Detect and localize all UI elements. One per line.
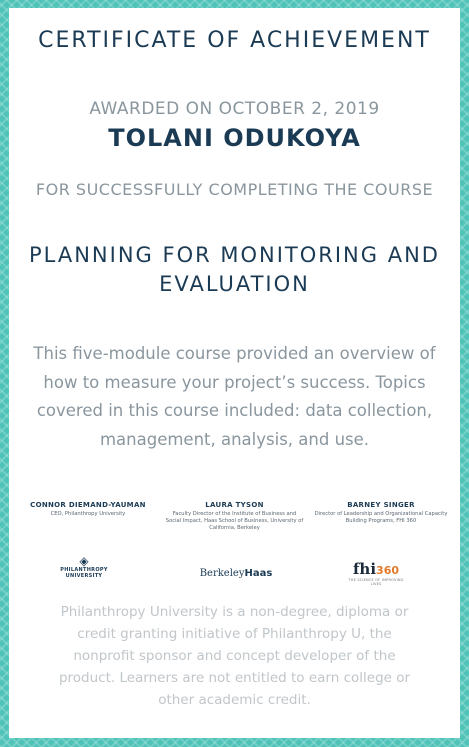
signer-name: LAURA TYSON: [205, 501, 264, 509]
fhi360-logo: [346, 559, 406, 586]
awarded-date: AWARDED ON OCTOBER 2, 2019: [89, 99, 380, 119]
signers: [19, 501, 450, 532]
fhi-text: fhi: [352, 560, 377, 578]
certificate-title: CERTIFICATE OF ACHIEVEMENT: [38, 28, 431, 53]
philanthropy-university-logo: [54, 555, 114, 579]
berkeley-haas-logo: [191, 561, 281, 580]
signer: [312, 501, 450, 532]
course-description: This five-module course provided an overview of how to measure your project’s success. Topics covered in this course included: data collection, management, analysis, and use.: [33, 344, 436, 449]
haas-text: Haas: [244, 568, 273, 579]
pu-logo-text: PHILANTHROPY UNIVERSITY: [60, 567, 108, 579]
recipient-name: TOLANI ODUKOYA: [108, 124, 361, 152]
signer-role: Director of Leadership and Organizational Capacity Building Programs, FHI 360: [314, 511, 448, 524]
course-name: PLANNING FOR MONITORING AND EVALUATION: [29, 243, 440, 296]
signer-name: CONNOR DIEMAND-YAUMAN: [30, 501, 146, 509]
signer-role: CEO, Philanthropy University: [50, 511, 126, 517]
signer-name: BARNEY SINGER: [347, 501, 415, 509]
partner-logos: [9, 555, 460, 587]
fhi-tagline: THE SCIENCE OF IMPROVING LIVES: [348, 578, 404, 586]
certificate-card: [9, 8, 460, 738]
signer-role: Faculty Director of the Institute of Business and Social Impact, Haas School of Business, University of California, Berkeley: [165, 511, 304, 531]
signer: [166, 501, 304, 532]
fhi-number: 360: [376, 564, 400, 577]
diamond-icon: ◈: [79, 554, 89, 568]
disclaimer: Philanthropy University is a non-degree, diploma or credit granting initiative of Philanthropy U, the nonprofit sponsor and concept developer of the product. Learners are not entitled to earn college or other academic credit.: [58, 604, 411, 708]
completion-statement: FOR SUCCESSFULLY COMPLETING THE COURSE: [35, 180, 434, 199]
signer: [19, 501, 157, 532]
berkeley-text: Berkeley: [199, 568, 245, 579]
